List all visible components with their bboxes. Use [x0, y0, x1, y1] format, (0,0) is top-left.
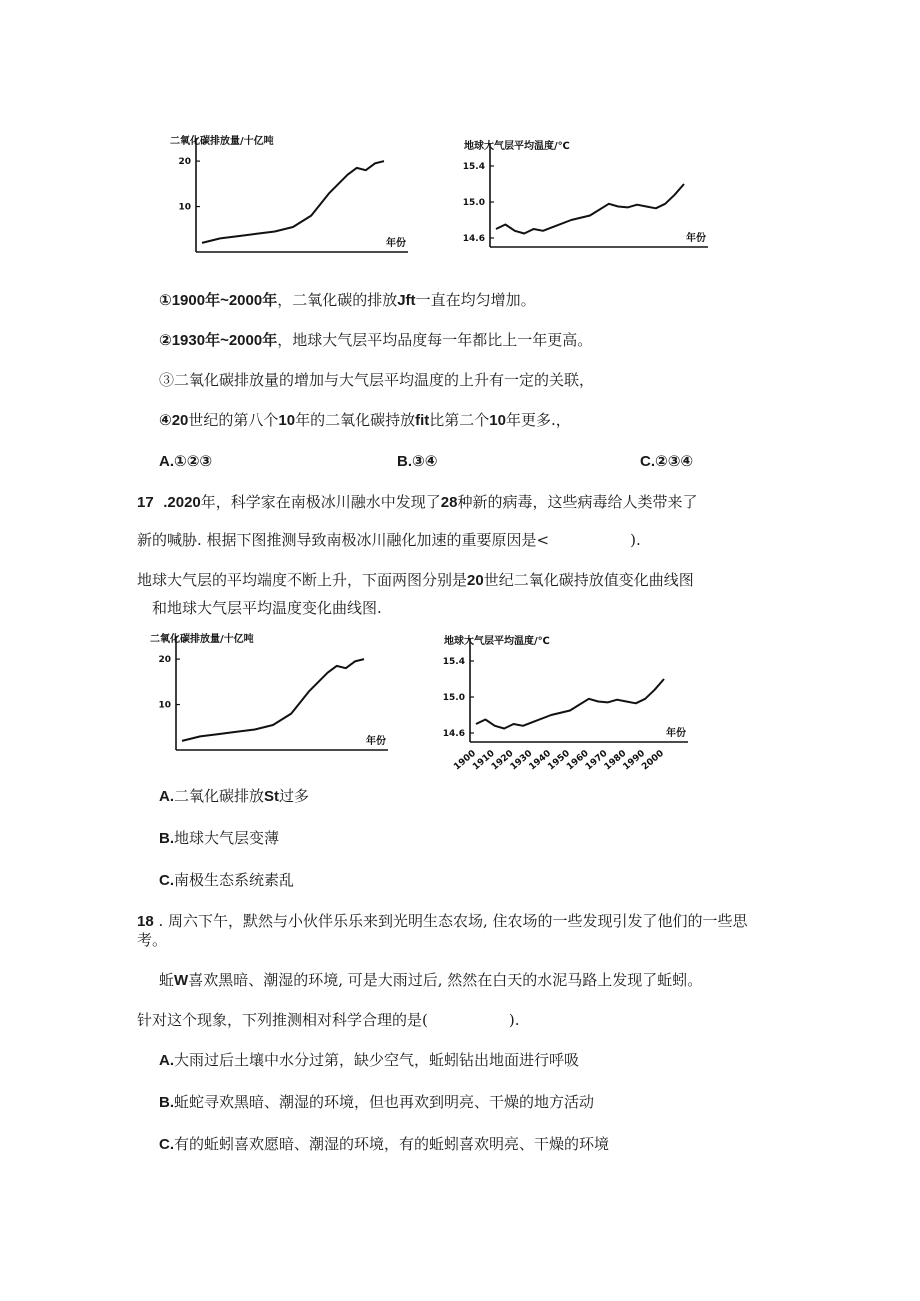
q16-statement-1: ①1900年~2000年，二氧化碳的排放Jft一直在均匀增加。	[159, 291, 536, 309]
q16-statement-3: ③二氧化碳排放量的增加与大气层平均温度的上升有一定的关联，	[159, 371, 595, 389]
q18-line-1: 18 . 周六下午，默然与小伙伴乐乐来到光明生态农场, 住农场的一些发现引发了他们的一些思	[137, 912, 748, 930]
y-tick-label: 20	[158, 655, 171, 666]
y-tick-label: 15.0	[462, 198, 485, 208]
q16-option-b[interactable]: B.③④	[397, 453, 438, 470]
temp-chart-top	[452, 135, 717, 265]
q18-line-3: 针对这个现象，下列推测相对科学合理的是( ).	[137, 1011, 520, 1029]
x-tick-label: 1990	[621, 748, 648, 773]
x-tick-label: 1910	[471, 748, 497, 773]
y-tick-label: 15.4	[462, 162, 485, 172]
q18-option-c[interactable]: C.有的蚯蚓喜欢愿暗、潮湿的环境，有的蚯蚓喜欢明亮、干燥的环境	[159, 1135, 610, 1153]
y-tick-label: 15.0	[442, 693, 465, 703]
chart-title: 地球大气层平均温度/℃	[464, 141, 570, 152]
chart-title: 地球大气层平均温度/℃	[444, 636, 550, 647]
co2-chart-bottom	[148, 628, 398, 763]
y-tick-label: 10	[178, 202, 191, 213]
q18-line-2: 蚯W喜欢黑暗、潮湿的环境, 可是大雨过后, 然然在白天的水泥马路上发现了蚯蚓。	[159, 971, 703, 989]
x-tick-label: 1930	[508, 748, 535, 773]
x-axis-label: 年份	[686, 233, 706, 244]
q17-option-c[interactable]: C.南极生态系统素乱	[159, 871, 295, 889]
x-tick-label: 2000	[640, 748, 666, 773]
series-line	[182, 659, 364, 741]
series-line	[202, 161, 384, 243]
series-line	[496, 184, 684, 234]
chart-title: 二氧化碳排放量/十亿吨	[150, 634, 254, 645]
q18-option-a[interactable]: A.大雨过后土壤中水分过第，缺少空气，蚯蚓钻出地面进行呼吸	[159, 1051, 580, 1069]
q16-statement-4: ④20世纪的第八个10年的二氧化碳持放fit比第二个10年更多.，	[159, 411, 571, 429]
x-tick-label: 1970	[583, 748, 610, 773]
x-tick-label: 1920	[489, 748, 516, 773]
q16-option-a[interactable]: A.①②③	[159, 453, 213, 470]
x-tick-label: 1950	[546, 748, 572, 773]
y-tick-label: 14.6	[442, 729, 465, 739]
chart-title: 二氧化碳排放量/十亿吨	[170, 136, 274, 147]
y-tick-label: 10	[158, 700, 171, 711]
q16-statement-2: ②1930年~2000年，地球大气层平均品度每一年都比上一年更高。	[159, 331, 593, 349]
q17-line-3: 地球大气层的平均端度不断上升，下面两图分别是20世纪二氧化碳持放值变化曲线图	[137, 571, 694, 589]
x-tick-label: 1960	[565, 748, 591, 773]
y-tick-label: 15.4	[442, 657, 465, 667]
x-tick-label: 1980	[602, 748, 629, 773]
q17-line-4: 和地球大气层平均温度变化曲线图.	[152, 599, 382, 617]
x-tick-label: 1940	[527, 748, 554, 773]
x-axis-label: 年份	[666, 728, 686, 739]
q18-line-1b: 考。	[137, 931, 168, 949]
y-tick-label: 14.6	[462, 234, 485, 244]
q17-option-b[interactable]: B.地球大气层变薄	[159, 829, 280, 847]
x-axis-label: 年份	[366, 736, 386, 747]
y-tick-label: 20	[178, 157, 191, 168]
q17-line-2: 新的喊胁. 根据下图推测导致南极冰川融化加速的重要原因是< ).	[137, 531, 641, 549]
x-axis-label: 年份	[386, 238, 406, 249]
q17-option-a[interactable]: A.二氧化碳排放St过多	[159, 787, 310, 805]
series-line	[476, 679, 664, 729]
q17-line-1: 17 .2020年，科学家在南极冰川融水中发现了28种新的病毒，这些病毒给人类带来了	[137, 493, 698, 511]
q18-option-b[interactable]: B.蚯蛇寻欢黑暗、潮湿的环境，但也再欢到明亮、干燥的地方活动	[159, 1093, 595, 1111]
q16-option-c[interactable]: C.②③④	[640, 453, 694, 470]
temp-chart-bottom	[432, 630, 697, 785]
co2-chart-top	[168, 130, 418, 265]
x-tick-label: 1900	[452, 748, 478, 773]
